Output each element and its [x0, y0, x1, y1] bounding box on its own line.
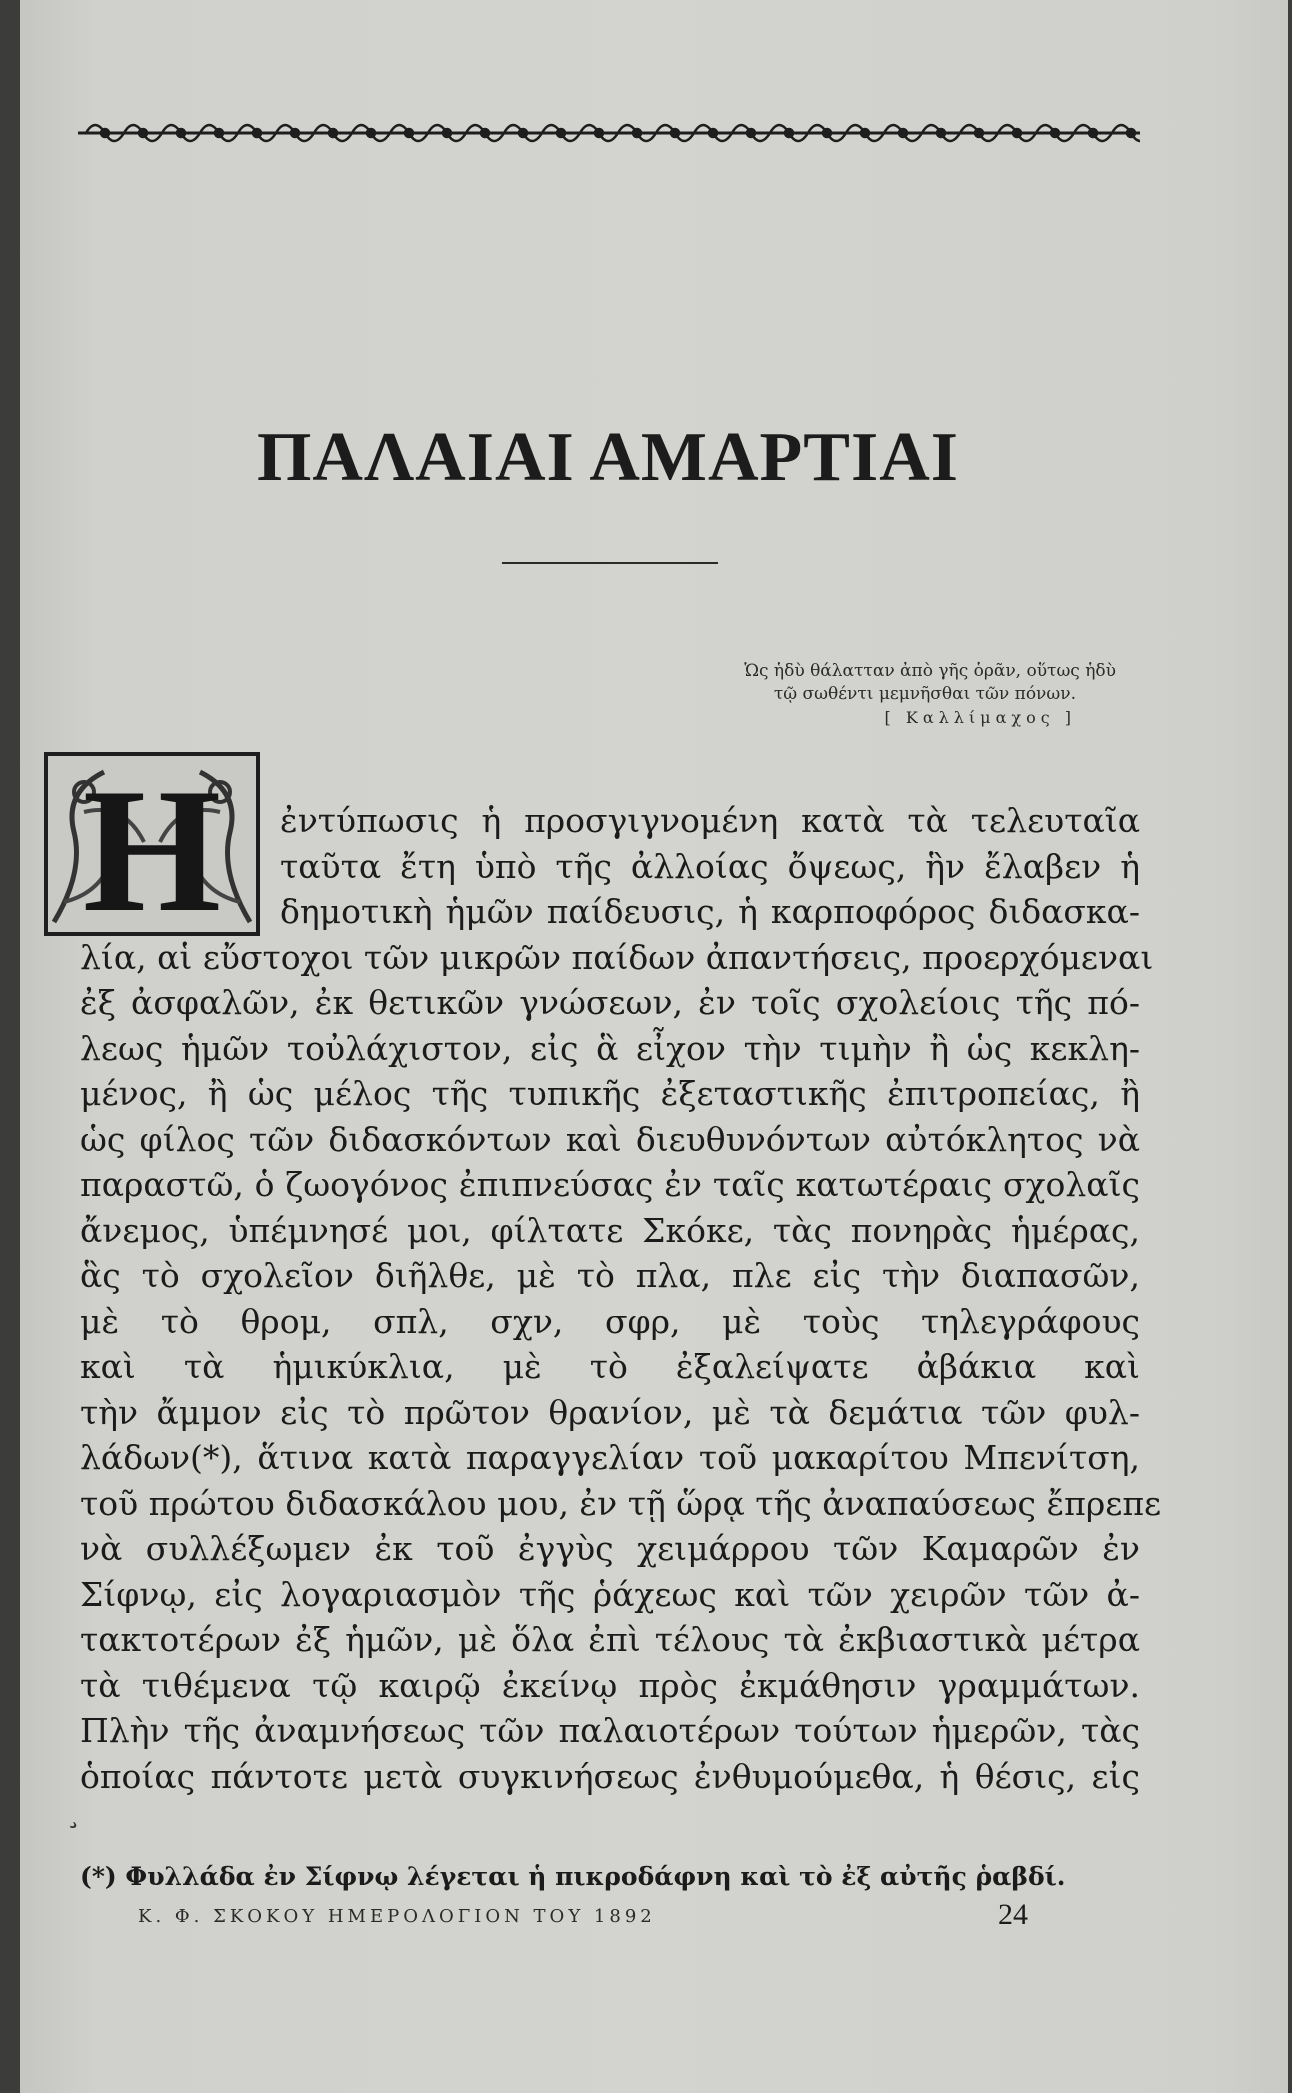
- ornament-dot: [367, 129, 375, 137]
- ornament-dot: [937, 129, 945, 137]
- page-title: ΠΑΛΑΙΑΙ ΑΜΑΡΤΙΑΙ: [256, 419, 960, 496]
- title-divider: [502, 562, 718, 564]
- decorative-header-border: [78, 113, 1140, 153]
- ornament-dot: [481, 129, 489, 137]
- text-line: μὲ τὸ θρομ, σπλ, σχν, σφρ, μὲ τοὺς τηλεγράφους: [80, 1301, 1140, 1341]
- text-line: ἐντύπωσις ἡ προσγιγνομένη κατὰ τὰ τελευταῖα: [280, 801, 1140, 840]
- ornament-dot: [443, 129, 451, 137]
- text-line: λεως ἡμῶν τοὐλάχιστον, εἰς ἃ εἶχον τὴν τιμὴν ἢ ὡς κεκλη-: [80, 1028, 1140, 1068]
- ornament-dot: [823, 129, 831, 137]
- ornament-dot: [253, 129, 261, 137]
- ornament-dot: [519, 129, 527, 137]
- epigraph-line-1: Ὡς ἡδὺ θάλατταν ἀπὸ γῆς ὁρᾶν, οὕτως ἡδὺ: [744, 661, 1116, 681]
- ornament-dot: [177, 129, 185, 137]
- ornament-dot: [633, 129, 641, 137]
- text-line: τὴν ἄμμον εἰς τὸ πρῶτον θρανίον, μὲ τὰ δεμάτια τῶν φυλ-: [80, 1392, 1140, 1432]
- epigraph: [576, 660, 1116, 729]
- text-line: τὰ τιθέμενα τῷ καιρῷ ἐκείνῳ πρὸς ἐκμάθησιν γραμμάτων.: [80, 1665, 1140, 1705]
- book-page: [20, 0, 1288, 2093]
- ornament-dot: [899, 129, 907, 137]
- ornament-dot: [1051, 129, 1059, 137]
- ornament-dot: [215, 129, 223, 137]
- ornament-dot: [1013, 129, 1021, 137]
- ornament-dot: [139, 129, 147, 137]
- text-line: ὁποίας πάντοτε μετὰ συγκινήσεως ἐνθυμούμεθα, ἡ θέσις, εἰς: [80, 1756, 1140, 1796]
- text-line: λία, αἱ εὔστοχοι τῶν μικρῶν παίδων ἀπαντήσεις, προερχόμεναι: [80, 937, 1154, 977]
- text-line: νὰ συλλέξωμεν ἐκ τοῦ ἐγγὺς χειμάρρου τῶν Καμαρῶν ἐν: [80, 1529, 1140, 1568]
- text-line: τακτοτέρων ἐξ ἡμῶν, μὲ ὅλα ἐπὶ τέλους τὰ ἐκβιαστικὰ μέτρα: [80, 1620, 1140, 1659]
- running-footer: Κ. Φ. ΣΚΟΚΟΥ ΗΜΕΡΟΛΟΓΙΟΝ ΤΟΥ 1892: [138, 1906, 656, 1927]
- text-line: ἃς τὸ σχολεῖον διῆλθε, μὲ τὸ πλα, πλε εἰς τὴν διαπασῶν,: [80, 1256, 1140, 1295]
- text-line: μένος, ἢ ὡς μέλος τῆς τυπικῆς ἐξεταστικῆς ἐπιτροπείας, ἢ: [80, 1074, 1140, 1113]
- ornament-dot: [1127, 129, 1135, 137]
- ornament-dot: [557, 129, 565, 137]
- ornament-dot: [291, 129, 299, 137]
- body-text: [80, 798, 1162, 1799]
- drop-cap-letter: Η: [82, 752, 222, 936]
- text-line: καὶ τὰ ἡμικύκλια, μὲ τὸ ἐξαλείψατε ἀβάκια καὶ: [80, 1347, 1140, 1386]
- ornament-dot: [747, 129, 755, 137]
- text-line: δημοτικὴ ἡμῶν παίδευσις, ἡ καρποφόρος διδασκα-: [280, 892, 1140, 931]
- text-line: παραστῶ, ὁ ζωογόνος ἐπιπνεύσας ἐν ταῖς κατωτέραις σχολαῖς: [80, 1165, 1140, 1204]
- text-line: ἐξ ἀσφαλῶν, ἐκ θετικῶν γνώσεων, ἐν τοῖς σχολείοις τῆς πό-: [80, 983, 1140, 1022]
- ornament-dot: [101, 129, 109, 137]
- text-line: ἄνεμος, ὑπέμνησέ μοι, φίλτατε Σκόκε, τὰς πονηρὰς ἡμέρας,: [80, 1210, 1140, 1250]
- ornament-dot: [405, 129, 413, 137]
- page-number: 24: [998, 1898, 1028, 1931]
- text-line: ταῦτα ἔτη ὑπὸ τῆς ἀλλοίας ὄψεως, ἣν ἔλαβεν ἡ: [280, 846, 1140, 886]
- ornament-dot: [671, 129, 679, 137]
- text-line: τοῦ πρώτου διδασκάλου μου, ἐν τῇ ὥρᾳ τῆς ἀναπαύσεως ἔπρεπε: [80, 1483, 1162, 1523]
- epigraph-attribution: [ Καλλίμαχος ]: [884, 708, 1076, 727]
- ornament-dot: [861, 129, 869, 137]
- footnote: (*) Φυλλάδα ἐν Σίφνῳ λέγεται ἡ πικροδάφνη καὶ τὸ ἐξ αὐτῆς ῥαβδί.: [80, 1862, 1066, 1891]
- ornament-dot: [1089, 129, 1097, 137]
- text-line: λάδων(*), ἅτινα κατὰ παραγγελίαν τοῦ μακαρίτου Μπενίτση,: [80, 1438, 1140, 1477]
- ornament-dot: [595, 129, 603, 137]
- ornament-dot: [709, 129, 717, 137]
- text-line: Πλὴν τῆς ἀναμνήσεως τῶν παλαιοτέρων τούτων ἡμερῶν, τὰς: [80, 1711, 1140, 1750]
- ornament-dot: [785, 129, 793, 137]
- ornament-dot: [329, 129, 337, 137]
- text-line: ὡς φίλος τῶν διδασκόντων καὶ διευθυνόντων αὐτόκλητος νὰ: [80, 1119, 1140, 1159]
- ornament-dot: [975, 129, 983, 137]
- epigraph-line-2: τῷ σωθέντι μεμνῆσθαι τῶν πόνων.: [773, 684, 1076, 704]
- margin-mark: ¸: [66, 1795, 81, 1830]
- text-line: Σίφνῳ, εἰς λογαριασμὸν τῆς ῥάχεως καὶ τῶν χειρῶν τῶν ἀ-: [80, 1574, 1140, 1614]
